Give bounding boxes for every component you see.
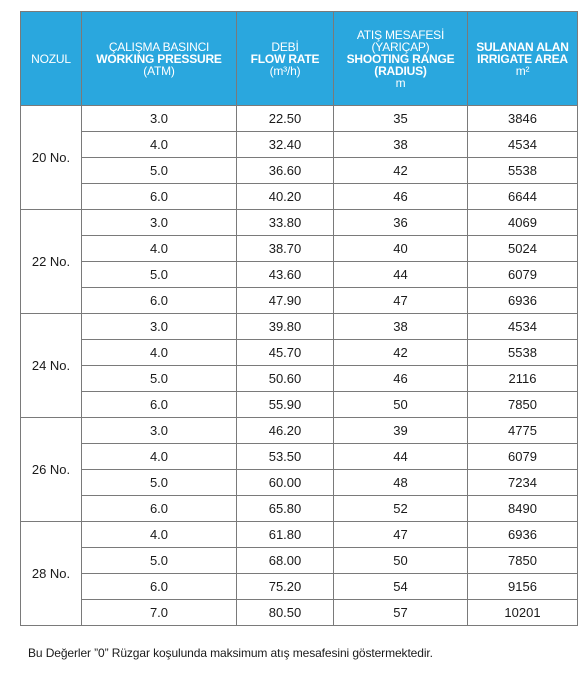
nozzle-size-cell: 22 No. bbox=[21, 210, 82, 314]
flow-rate-cell: 80.50 bbox=[237, 600, 334, 626]
area-cell: 5538 bbox=[468, 340, 578, 366]
area-cell: 8490 bbox=[468, 496, 578, 522]
area-cell: 10201 bbox=[468, 600, 578, 626]
table-row bbox=[21, 184, 578, 210]
table-row bbox=[21, 288, 578, 314]
header-radius-tr: ATIŞ MESAFESİ bbox=[356, 27, 445, 42]
table-row bbox=[21, 106, 578, 132]
header-flow-rate bbox=[237, 12, 334, 106]
area-cell: 4069 bbox=[468, 210, 578, 236]
radius-cell: 42 bbox=[334, 158, 468, 184]
flow-rate-cell: 55.90 bbox=[237, 392, 334, 418]
pressure-cell: 5.0 bbox=[82, 262, 237, 288]
pressure-cell: 6.0 bbox=[82, 184, 237, 210]
radius-cell: 47 bbox=[334, 288, 468, 314]
header-radius-unit: m bbox=[395, 75, 406, 90]
radius-cell: 54 bbox=[334, 574, 468, 600]
table-row bbox=[21, 132, 578, 158]
radius-cell: 46 bbox=[334, 184, 468, 210]
flow-rate-cell: 46.20 bbox=[237, 418, 334, 444]
pressure-cell: 4.0 bbox=[82, 340, 237, 366]
radius-cell: 36 bbox=[334, 210, 468, 236]
pressure-cell: 6.0 bbox=[82, 392, 237, 418]
table-row bbox=[21, 600, 578, 626]
flow-rate-cell: 40.20 bbox=[237, 184, 334, 210]
radius-cell: 50 bbox=[334, 548, 468, 574]
table-row bbox=[21, 158, 578, 184]
radius-cell: 50 bbox=[334, 392, 468, 418]
header-pressure-unit: (ATM) bbox=[143, 63, 175, 78]
table-body bbox=[21, 106, 578, 626]
table-row bbox=[21, 262, 578, 288]
table-row bbox=[21, 496, 578, 522]
pressure-cell: 4.0 bbox=[82, 132, 237, 158]
area-cell: 3846 bbox=[468, 106, 578, 132]
table-row bbox=[21, 210, 578, 236]
pressure-cell: 5.0 bbox=[82, 366, 237, 392]
header-area-tr: SULANAN ALAN bbox=[476, 39, 569, 54]
header-pressure-en: WORKING PRESSURE bbox=[96, 51, 222, 66]
table-row bbox=[21, 366, 578, 392]
header-flow-tr: DEBİ bbox=[271, 39, 299, 54]
area-cell: 6079 bbox=[468, 262, 578, 288]
pressure-cell: 7.0 bbox=[82, 600, 237, 626]
pressure-cell: 3.0 bbox=[82, 106, 237, 132]
table-header bbox=[21, 12, 578, 106]
pressure-cell: 5.0 bbox=[82, 158, 237, 184]
radius-cell: 46 bbox=[334, 366, 468, 392]
area-cell: 6644 bbox=[468, 184, 578, 210]
header-shooting-range bbox=[334, 12, 468, 106]
table-row bbox=[21, 236, 578, 262]
area-cell: 6079 bbox=[468, 444, 578, 470]
header-nozzle-label: NOZUL bbox=[31, 51, 71, 66]
flow-rate-cell: 45.70 bbox=[237, 340, 334, 366]
flow-rate-cell: 61.80 bbox=[237, 522, 334, 548]
nozzle-size-cell: 26 No. bbox=[21, 418, 82, 522]
table-row bbox=[21, 392, 578, 418]
flow-rate-cell: 47.90 bbox=[237, 288, 334, 314]
header-nozzle bbox=[21, 12, 82, 106]
radius-cell: 35 bbox=[334, 106, 468, 132]
nozzle-size-cell: 28 No. bbox=[21, 522, 82, 626]
area-cell: 7234 bbox=[468, 470, 578, 496]
header-flow-en: FLOW RATE bbox=[250, 51, 320, 66]
radius-cell: 52 bbox=[334, 496, 468, 522]
header-working-pressure bbox=[82, 12, 237, 106]
pressure-cell: 3.0 bbox=[82, 210, 237, 236]
table-row bbox=[21, 522, 578, 548]
table-row bbox=[21, 444, 578, 470]
pressure-cell: 3.0 bbox=[82, 314, 237, 340]
flow-rate-cell: 60.00 bbox=[237, 470, 334, 496]
footnote: Bu Değerler ”0” Rüzgar koşulunda maksimum atış mesafesini göstermektedir. bbox=[28, 646, 433, 660]
header-radius-tr-sub: (YARIÇAP) bbox=[371, 39, 430, 54]
area-cell: 2116 bbox=[468, 366, 578, 392]
radius-cell: 39 bbox=[334, 418, 468, 444]
pressure-cell: 3.0 bbox=[82, 418, 237, 444]
area-cell: 5024 bbox=[468, 236, 578, 262]
radius-cell: 40 bbox=[334, 236, 468, 262]
area-cell: 6936 bbox=[468, 288, 578, 314]
nozzle-size-cell: 24 No. bbox=[21, 314, 82, 418]
area-cell: 7850 bbox=[468, 392, 578, 418]
header-row bbox=[21, 12, 578, 106]
area-cell: 5538 bbox=[468, 158, 578, 184]
radius-cell: 42 bbox=[334, 340, 468, 366]
pressure-cell: 5.0 bbox=[82, 470, 237, 496]
header-radius-en-sub: (RADIUS) bbox=[374, 63, 427, 78]
nozzle-size-cell: 20 No. bbox=[21, 106, 82, 210]
flow-rate-cell: 68.00 bbox=[237, 548, 334, 574]
flow-rate-cell: 53.50 bbox=[237, 444, 334, 470]
area-cell: 4534 bbox=[468, 132, 578, 158]
table-row bbox=[21, 340, 578, 366]
radius-cell: 38 bbox=[334, 314, 468, 340]
pressure-cell: 4.0 bbox=[82, 236, 237, 262]
pressure-cell: 6.0 bbox=[82, 574, 237, 600]
header-pressure-tr: ÇALIŞMA BASINCI bbox=[108, 39, 210, 54]
flow-rate-cell: 39.80 bbox=[237, 314, 334, 340]
flow-rate-cell: 75.20 bbox=[237, 574, 334, 600]
header-irrigate-area bbox=[468, 12, 578, 106]
header-area-unit: m² bbox=[515, 63, 530, 78]
flow-rate-cell: 32.40 bbox=[237, 132, 334, 158]
header-area-en: IRRIGATE AREA bbox=[477, 51, 568, 66]
pressure-cell: 4.0 bbox=[82, 522, 237, 548]
table-row bbox=[21, 470, 578, 496]
radius-cell: 57 bbox=[334, 600, 468, 626]
table-row bbox=[21, 418, 578, 444]
area-cell: 4534 bbox=[468, 314, 578, 340]
header-flow-unit: (m³/h) bbox=[269, 63, 301, 78]
flow-rate-cell: 65.80 bbox=[237, 496, 334, 522]
radius-cell: 47 bbox=[334, 522, 468, 548]
flow-rate-cell: 38.70 bbox=[237, 236, 334, 262]
flow-rate-cell: 22.50 bbox=[237, 106, 334, 132]
radius-cell: 38 bbox=[334, 132, 468, 158]
radius-cell: 44 bbox=[334, 444, 468, 470]
radius-cell: 44 bbox=[334, 262, 468, 288]
header-radius-en: SHOOTING RANGE bbox=[346, 51, 455, 66]
pressure-cell: 6.0 bbox=[82, 496, 237, 522]
area-cell: 7850 bbox=[468, 548, 578, 574]
pressure-cell: 5.0 bbox=[82, 548, 237, 574]
flow-rate-cell: 33.80 bbox=[237, 210, 334, 236]
radius-cell: 48 bbox=[334, 470, 468, 496]
table-row bbox=[21, 314, 578, 340]
sprinkler-performance-table bbox=[20, 11, 578, 626]
pressure-cell: 6.0 bbox=[82, 288, 237, 314]
flow-rate-cell: 43.60 bbox=[237, 262, 334, 288]
flow-rate-cell: 36.60 bbox=[237, 158, 334, 184]
area-cell: 6936 bbox=[468, 522, 578, 548]
flow-rate-cell: 50.60 bbox=[237, 366, 334, 392]
table-row bbox=[21, 548, 578, 574]
pressure-cell: 4.0 bbox=[82, 444, 237, 470]
area-cell: 4775 bbox=[468, 418, 578, 444]
area-cell: 9156 bbox=[468, 574, 578, 600]
table-row bbox=[21, 574, 578, 600]
